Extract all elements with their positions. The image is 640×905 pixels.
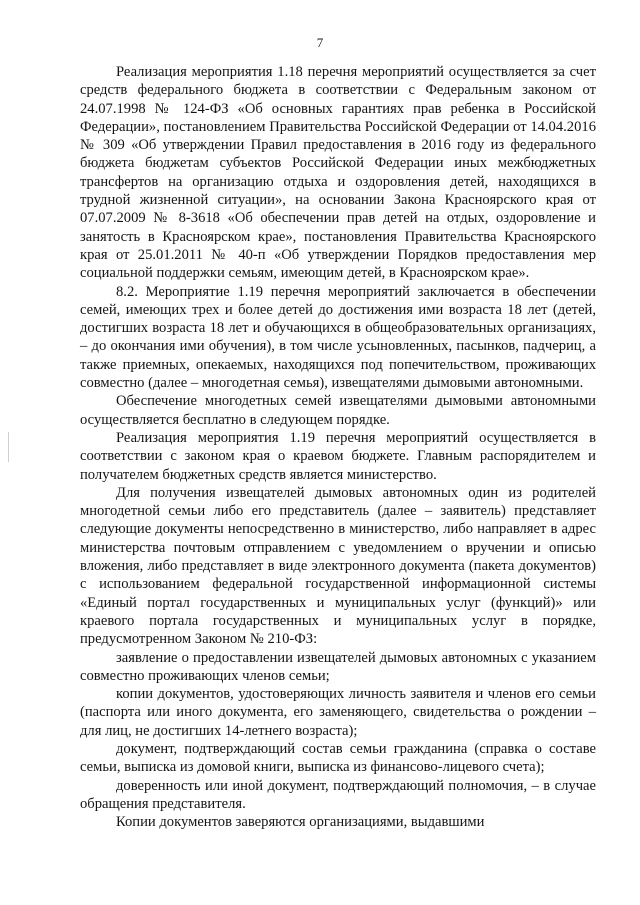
paragraph-documents-submission: Для получения извещателей дымовых автономных один из родителей многодетной семьи либо его представитель (далее – заявитель) представляет следующие документы непосредственно в министерство, либо направляет в адрес министерства почтовым отправлением с уведомлением о вручении и описью вложения, либо представляет в виде электронного документа (пакета документов) с использованием федеральной государственной информационной системы «Единый портал государственных и муниципальных услуг (функций)» или краевого портала государственных и муниципальных услуг в порядке, предусмотренном Законом № 210-ФЗ: xyxy=(80,484,596,648)
list-item-power-of-attorney: доверенность или иной документ, подтверждающий полномочия, – в случае обращения представителя. xyxy=(80,777,596,812)
list-item-family-composition: документ, подтверждающий состав семьи гражданина (справка о составе семьи, выписка из домовой книги, выписка из финансово-лицевого счета); xyxy=(80,740,596,776)
paragraph-free-provision: Обеспечение многодетных семей извещателями дымовыми автономными осуществляется бесплатно в следующем порядке. xyxy=(80,393,596,428)
list-item-identity-copies: копии документов, удостоверяющих личность заявителя и членов его семьи (паспорта или иного документа, его заменяющего, свидетельства о рождении – для лиц, не достигших 14-летнего возраста); xyxy=(80,686,596,739)
document-body xyxy=(80,63,596,831)
paragraph-measure-1-19-budget: Реализация мероприятия 1.19 перечня мероприятий осуществляется в соответствии с законом края о краевом бюджете. Главным распорядителем и получателем бюджетных средств является министерство. xyxy=(80,429,596,483)
list-item-application: заявление о предоставлении извещателей дымовых автономных с указанием совместно проживающих членов семьи; xyxy=(80,649,596,684)
margin-mark xyxy=(8,432,9,462)
paragraph-measure-1-18: Реализация мероприятия 1.18 перечня мероприятий осуществляется за счет средств федерального бюджета в соответствии с Федеральным законом от 24.07.1998 № 124-ФЗ «Об основных гарантиях прав ребенка в Российской Федерации», постановлением Правительства Российской Федерации от 14.04.2016 № 309 «Об утверждении Правил предоставления в 2016 году из федерального бюджета бюджетам субъектов Российской Федерации иных межбюджетных трансфертов на организацию отдыха и оздоровления детей, находящихся в трудной жизненной ситуации», на основании Закона Красноярского края от 07.07.2009 № 8-3618 «Об обеспечении прав детей на отдых, оздоровление и занятость в Красноярском крае», постановления Правительства Красноярского края от 25.01.2011 № 40-п «Об утверждении Порядков предоставления мер социальной поддержки семьям, имеющим детей, в Красноярском крае». xyxy=(80,64,596,282)
page-number: 7 xyxy=(316,35,324,50)
paragraph-copies-certified: Копии документов заверяются организациями, выдавшими xyxy=(116,814,485,831)
paragraph-8-2: 8.2. Мероприятие 1.19 перечня мероприятий заключается в обеспечении семей, имеющих трех и более детей до достижения ими возраста 18 лет (детей, достигших возраста 18 лет и обучающихся в общеобразовательных организациях, – до окончания ими обучения), в том числе усыновленных, пасынков, падчериц, а также приемных, опекаемых, находящихся под попечительством, проживающих совместно (далее – многодетная семья), извещателями дымовыми автономными. xyxy=(80,283,596,392)
